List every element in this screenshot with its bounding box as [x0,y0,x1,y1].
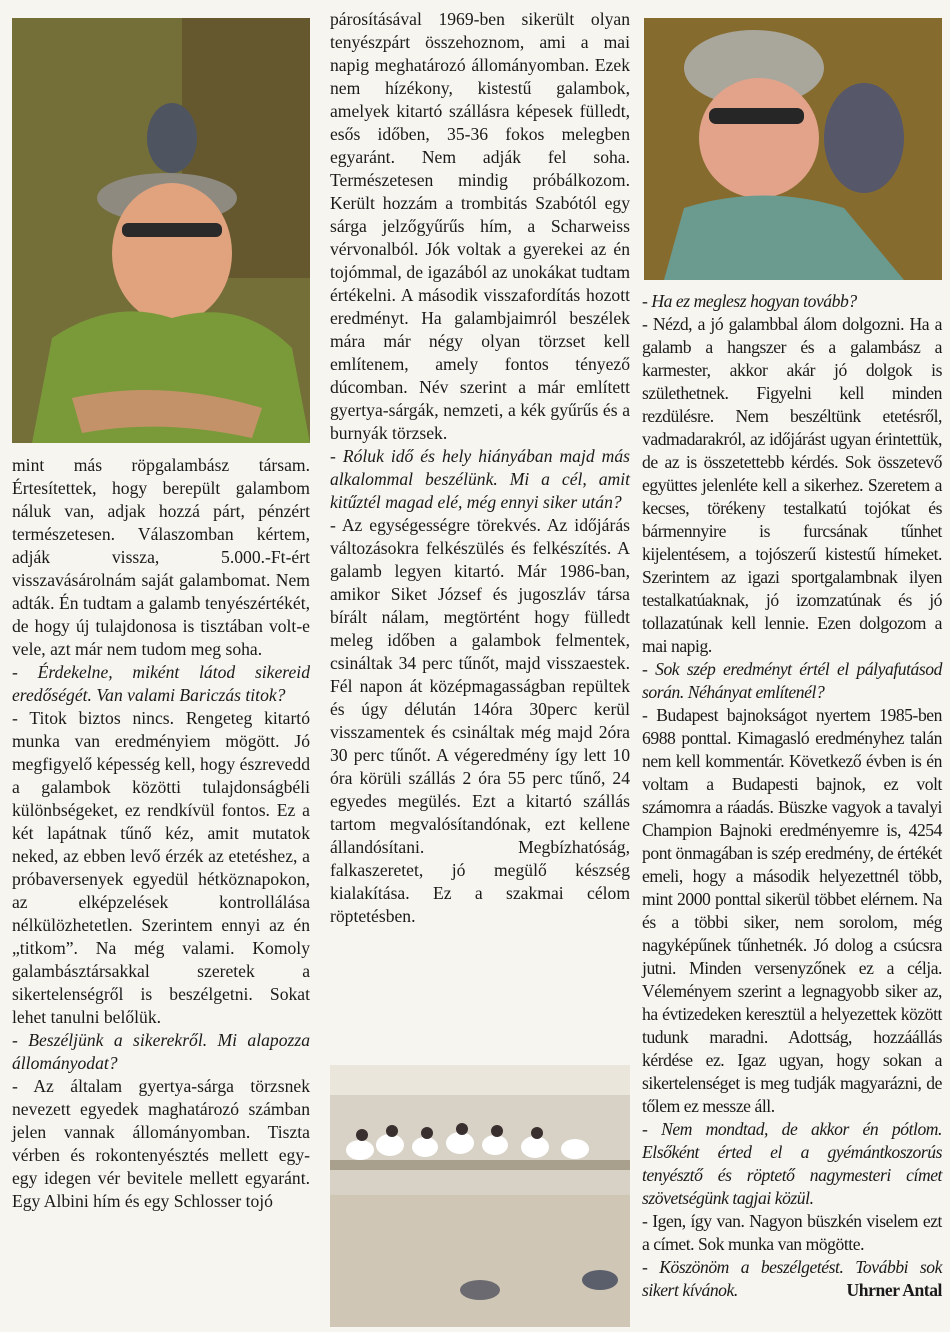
paragraph: - Az egységességre törekvés. Az időjárás változásokra felkészülés és felkészítés. A galamb legyen kitartó. Már 1986-ban, amikor Siket József és jugoszláv társa bírált nálam, megtörtént hogy fülledt meleg időben a galambok felmentek, csináltak 34 perc tűnőt, majd visszaestek. Fél napon át középmagasságban repültek és úgy délután 14óra 30perc kerül visszamentek és csináltak még majd 2óra 30 perc tűnőt. A végeredmény így lett 10 óra körüli szállás 2 óra 55 perc tűnő, 24 egyedes megülés. Ezt a kitartó szállás tartom megvalósítandónak, ezt kellene állandósítani. Megbízhatóság, falkaszeretet, jó megülő készség kialakítása. Ez a szakmai célom röptetésben. [330,515,630,926]
paragraph: - Titok biztos nincs. Rengeteg kitartó munka van eredményiem mögött. Jó megfigyelő képesség kell, hogy észrevedd a galambok közötti tulajdonságbéli különbségeket, ez rendkívül fontos. Ez a két lapátnak tűnő kéz, amit mutatok neked, az ebben levő érzék az etetéshez, a próbaversenyek egyedül hétköznapokon, az elképzelések kontrollálása nélkülözhetetlen. Szerintem ennyi az én „titkom”. Na még valami. Komoly galambásztársakkal szeretek a sikertelenségről is beszélgetni. Sokat lehet tanulni belőlük. [12,708,310,1027]
column-1-text [12,454,310,1213]
man-photo-icon [12,18,310,443]
paragraph: - Budapest bajnokságot nyertem 1985-ben 6988 ponttal. Kimagasló eredményhez talán nem kell kommentár. Következő évben is én voltam a Budapesti bajnok, ez volt számomra a ráadás. Büszke vagyok a tavalyi Champion Bajnoki eredményemre is, 4254 pont önmagában is szép eredmény, de értékét emeli, hogy a második helyezettnél több, mint 2000 ponttal sikerül többet elérnem. Na és a többi siker, nem sorolom, még nagyképűnek tűnhetnék. Jó dolog a csúcsra jutni. Minden versenyzőnek ez a célja. Véleményem szerint a legnagyobb siker az, ha évtizedeken keresztül a helyezettek között tudunk maradni. Adottság, hozzáállás kérdése ez. Igaz ugyan, hogy sokan a sikertelenséget is meg tudják magyarázni, de tőlem ez messze áll. [642,705,942,1116]
column-2-text [330,8,630,928]
question: - Nem mondtad, de akkor én pótlom. Elsőként érted el a gyémántkoszorús tenyésztő és röptető nagymesteri címet szövetségünk tagjai közül. [642,1119,942,1208]
photo-man-with-pigeon [12,18,310,443]
photo-pigeons-loft [330,1065,630,1327]
paragraph: párosításával 1969-ben sikerült olyan tenyészpárt összehoznom, ami a mai napig meghatározó állományomban. Ezek nem hízékony, kistestű galambok, amelyek kitartó szállásra képesek fülledt, esős időben, 35-36 fokos melegben egyaránt. Nem adják fel soha. Természetesen mindig próbálkozom. Került hozzám a trombitás Szabótól egy sárga jelzőgyűrűs hím, a Scharweiss vérvonalból. Jók voltak a gyerekei az én tojómmal, de igazából az unokákat tudtam értékelni. A második visszafordítás hozott eredményt. Ha galambjaimról beszélek mára már négy olyan törzset kell említenem, amely fontos tényező dúcomban. Név szerint a már említett gyertya-sárgák, nemzeti, a kék gyűrűs és a burnyák törzsek. [330,9,630,443]
paragraph: mint más röpgalambász társam. Értesítettek, hogy berepült galambom náluk van, adjak hozzá párt, pénzért természetesen. Válaszomban kértem, adják vissza, 5.000.-Ft-ért visszavásárolnám saját galambomat. Nem adták. Én tudtam a galamb tenyészértékét, de hogy új tulajdonosa is tisztában volt-e vele, azt már nem tudom meg soha. [12,455,310,659]
question: - Ha ez meglesz hogyan tovább? [642,291,857,311]
question: - Beszéljünk a sikerekről. Mi alapozza állományodat? [12,1030,310,1073]
question: - Érdekelne, miként látod sikereid eredőségét. Van valami Bariczás titok? [12,662,310,705]
closing-line: - Köszönöm a beszélgetést. További sok sikert kívánok. [642,1257,942,1300]
pigeons-photo-icon [330,1065,630,1327]
paragraph: - Az általam gyertya-sárga törzsnek nevezett egyedek maghatározó számban jelen vannak állományomban. Tiszta vérben és rokontenyésztés mellett egy-egy idegen vér bevitele mellett egyaránt. Egy Albini hím és egy Schlosser tojó [12,1076,310,1211]
author-signature: Uhrner Antal [846,1280,942,1300]
column-3-text [642,290,942,1302]
photo-man-holding-pigeon [644,18,942,280]
paragraph: - Igen, így van. Nagyon büszkén viselem ezt a címet. Sok munka van mögötte. [642,1211,942,1254]
question: - Sok szép eredményt értél el pályafutásod során. Néhányat említenél? [642,659,942,702]
question [642,1256,942,1302]
paragraph: - Nézd, a jó galambbal álom dolgozni. Ha a galamb a hangszer és a galambász a karmester, akkor akár jó dolgok is születhetnek. Figyelni kell minden rezdülésre. Nem beszéltünk etetésről, vadmadarakról, az időjárást ugyan érintettük, de az is összetettebb kérdés. Sok összetevő együttes jelenléte kell a sikerhez. Szeretem a kecses, törékeny testalkatú tojókat és bármennyire is furcsának tűnhet kijelentésem, a tojószerű kistestű hímeket. Szerintem az igazi sportgalambnak ilyen testalkatúaknak, jó izomzatúnak és jó tollazatúnak kell lennie. Ezen dolgozom a mai napig. [642,314,942,656]
man-holding-pigeon-icon [644,18,942,280]
question: - Róluk idő és hely hiányában majd más alkalommal beszélünk. Mi a cél, amit kitűztél magad elé, még ennyi siker után? [330,446,630,512]
